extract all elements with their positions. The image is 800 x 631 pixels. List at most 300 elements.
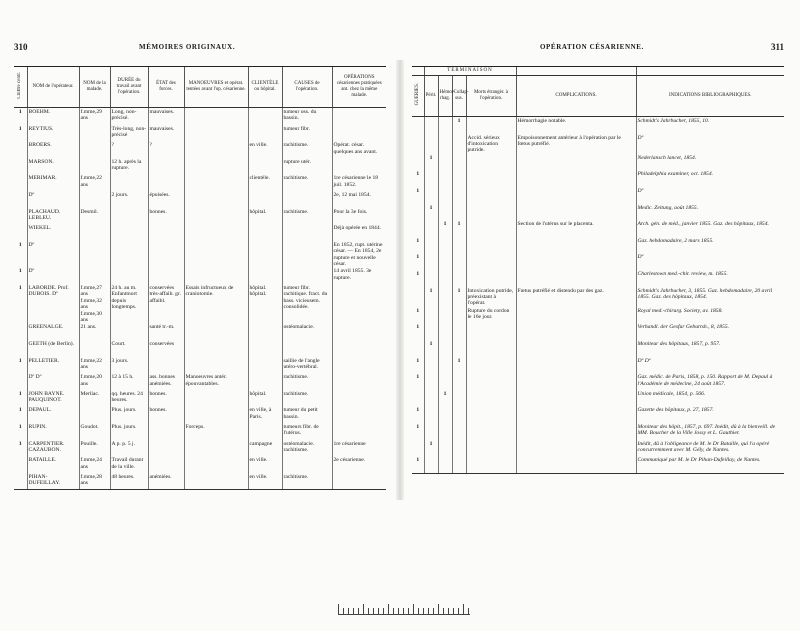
peritonitis-count: [424, 423, 438, 440]
bibliography: Gazette des hôpitaux, p. 27, 1857.: [636, 406, 784, 423]
peritonitis-count: [424, 456, 438, 473]
other-deaths: [466, 340, 516, 357]
hemorrhage-count: [438, 373, 452, 390]
strength-state: [148, 456, 184, 473]
hemorrhage-count: [438, 323, 452, 340]
clinic-or-hospital: [248, 267, 282, 284]
other-deaths: [466, 170, 516, 187]
patient-name: f.mme,27 ans f.mme,32 ans f.mme,30 ans: [79, 284, 110, 323]
hemorrhage-count: [438, 204, 452, 221]
column-header: [412, 76, 424, 117]
cured-count: [412, 204, 424, 221]
other-deaths: [466, 456, 516, 473]
strength-state: mauvaises.: [148, 125, 184, 142]
labor-duration: 12 h. après la rupture.: [110, 158, 148, 175]
operation-cause: ostéomalacie.: [282, 323, 332, 340]
collapse-count: [452, 204, 466, 221]
peritonitis-count: [424, 253, 438, 270]
complications: [516, 340, 636, 357]
cured-count: 1: [416, 254, 420, 261]
column-header: [27, 67, 79, 108]
prior-manoeuvres: [184, 174, 248, 191]
scale-ruler: [338, 598, 470, 615]
patient-name: f.mme,29 ans: [79, 108, 110, 125]
ruler-tick: [358, 608, 359, 614]
table-row: [14, 357, 386, 374]
operator-name: REYTIUS.: [27, 125, 79, 142]
strength-state: ?: [148, 141, 184, 158]
cured-count: [412, 154, 424, 171]
column-header-label: NOM de la malade.: [83, 81, 106, 92]
collapse-count: [452, 440, 466, 457]
ruler-tick: [388, 604, 389, 614]
table-row: [14, 141, 386, 158]
strength-state: [148, 357, 184, 374]
other-deaths: [466, 373, 516, 390]
cured-count: [412, 220, 424, 237]
table-row: [14, 241, 386, 268]
hemorrhage-count: [438, 117, 452, 134]
page-number: 310: [14, 42, 28, 52]
prior-manoeuvres: [184, 108, 248, 125]
patient-name: f.mme,28 ans: [79, 473, 110, 490]
complications: Empoisonnement antérieur à l'opération par le fœtus putréfié.: [516, 134, 636, 154]
patient-name: f.mme,22 ans: [79, 357, 110, 374]
hemorrhage-count: [438, 253, 452, 270]
clinic-or-hospital: en ville, à Paris.: [248, 406, 282, 423]
table-row: [412, 117, 784, 134]
ruler-tick: [443, 608, 444, 614]
operation-cause: tumeur oss. du bassin.: [282, 108, 332, 125]
operator-name: GEETH (de Berlin).: [27, 340, 79, 357]
strength-state: [148, 423, 184, 440]
row-mark: [14, 456, 27, 473]
table-row: [412, 134, 784, 154]
other-deaths: [466, 423, 516, 440]
row-mark: [14, 373, 27, 390]
column-header-label: INDICATIONS BIBLIOGRAPHIQUES.: [669, 93, 752, 98]
row-mark: 1: [18, 241, 22, 248]
cured-count: 1: [416, 171, 420, 178]
bibliography: Philadelphia examiner, oct. 1854.: [636, 170, 784, 187]
collapse-count: [452, 373, 466, 390]
collapse-count: [452, 307, 466, 324]
other-deaths: [466, 357, 516, 374]
table-row: [412, 170, 784, 187]
operation-cause: saillie de l'angle utéro-vertébral.: [282, 357, 332, 374]
peritonitis-count: [424, 117, 438, 134]
cured-count: 1: [416, 237, 420, 244]
previous-operations: En 1852, rupt. utérine césar. — En 1854, 2e rupture et nouvelle césar.: [332, 241, 386, 268]
right-page: [412, 40, 784, 510]
strength-state: bonnes.: [148, 406, 184, 423]
left-page-header: [14, 40, 386, 56]
hemorrhage-count: [438, 406, 452, 423]
table-row: [14, 108, 386, 125]
row-mark: [14, 191, 27, 208]
hemorrhage-count: [438, 237, 452, 254]
operator-name: DEPAUL.: [27, 406, 79, 423]
bibliography: Medic. Zeitung, août 1855.: [636, 204, 784, 221]
right-table-header: [412, 76, 784, 117]
column-header-label: CAUSES de l'opération.: [294, 81, 320, 92]
row-mark: 1: [18, 268, 22, 275]
column-header-label: Chiffre centr.: [17, 72, 23, 99]
operation-cause: rachitisme.: [282, 141, 332, 158]
column-header: [14, 67, 27, 108]
complications: [516, 323, 636, 340]
ruler-tick: [343, 608, 344, 614]
peritonitis-count: 1: [424, 154, 438, 171]
operation-cause: [282, 191, 332, 208]
collapse-count: 1: [452, 220, 466, 237]
ruler-tick: [378, 608, 379, 614]
operator-name: Dº: [27, 191, 79, 208]
prior-manoeuvres: Forceps.: [184, 423, 248, 440]
previous-operations: [332, 108, 386, 125]
operation-cause: [282, 340, 332, 357]
strength-state: anémiées.: [148, 473, 184, 490]
complications: [516, 406, 636, 423]
hemorrhage-count: [438, 307, 452, 324]
row-mark: [14, 323, 27, 340]
prior-manoeuvres: [184, 141, 248, 158]
labor-duration: [110, 267, 148, 284]
patient-name: [79, 125, 110, 142]
labor-duration: 48 heures.: [110, 473, 148, 490]
column-header-label: Collap-sus.: [453, 90, 469, 101]
operation-cause: [282, 456, 332, 473]
hemorrhage-count: [438, 287, 452, 307]
other-deaths: [466, 390, 516, 407]
previous-operations: Opérat. césar. quelques ans avant.: [332, 141, 386, 158]
other-deaths: Rupture du cordon le 16e jour.: [466, 307, 516, 324]
complications: [516, 307, 636, 324]
complications: [516, 456, 636, 473]
previous-operations: [332, 357, 386, 374]
table-row: [14, 224, 386, 241]
strength-state: ass. bonnes anémiées.: [148, 373, 184, 390]
ruler-tick: [468, 608, 469, 614]
previous-operations: [332, 125, 386, 142]
hemorrhage-count: [438, 357, 452, 374]
peritonitis-count: 1: [424, 287, 438, 307]
row-mark: 1: [18, 357, 22, 364]
table-row: [412, 423, 784, 440]
table-row: [14, 267, 386, 284]
complications: Fœtus putréfié et distendu par des gaz.: [516, 287, 636, 307]
prior-manoeuvres: [184, 357, 248, 374]
ruler-tick: [433, 608, 434, 614]
collapse-count: [452, 134, 466, 154]
collapse-count: [452, 170, 466, 187]
previous-operations: 2e, 12 mai 1854.: [332, 191, 386, 208]
patient-name: f.mme,24 ans: [79, 456, 110, 473]
table-row: [412, 406, 784, 423]
strength-state: bonnes.: [148, 208, 184, 225]
row-mark: 1: [18, 407, 22, 414]
other-deaths: [466, 253, 516, 270]
cured-count: [412, 440, 424, 457]
labor-duration: ?: [110, 141, 148, 158]
page-number: 311: [770, 42, 784, 52]
operation-cause: [282, 224, 332, 241]
clinic-or-hospital: [248, 158, 282, 175]
complications: [516, 253, 636, 270]
column-header-label: Morts étrangèr. à l'opération.: [473, 90, 509, 101]
cured-count: [412, 340, 424, 357]
other-deaths: [466, 406, 516, 423]
clinic-or-hospital: [248, 191, 282, 208]
clinic-or-hospital: clientèle.: [248, 174, 282, 191]
table-row: [412, 220, 784, 237]
labor-duration: Court.: [110, 340, 148, 357]
table-row: [14, 174, 386, 191]
labor-duration: [110, 241, 148, 268]
ruler-tick: [463, 604, 464, 614]
labor-duration: 12 à 15 h.: [110, 373, 148, 390]
bibliography: Charlestown med.-chir. review, m. 1855.: [636, 270, 784, 287]
table-row: [412, 373, 784, 390]
peritonitis-count: [424, 323, 438, 340]
peritonitis-count: 1: [424, 340, 438, 357]
column-header: [110, 67, 148, 108]
ruler-tick: [413, 604, 414, 614]
prior-manoeuvres: [184, 241, 248, 268]
clinic-or-hospital: hôpital.: [248, 390, 282, 407]
operator-name: RUPIN.: [27, 423, 79, 440]
bibliography: Royal med.-chirurg. Society, av. 1858.: [636, 307, 784, 324]
patient-name: f.mme,22 ans: [79, 174, 110, 191]
column-header: [438, 76, 455, 117]
clinic-or-hospital: [248, 224, 282, 241]
collapse-count: [452, 340, 466, 357]
operation-cause: [282, 267, 332, 284]
table-row: [412, 357, 784, 374]
table-row: [14, 158, 386, 175]
complications: Section de l'utérus sur le placenta.: [516, 220, 636, 237]
other-deaths: [466, 154, 516, 171]
operator-name: PLACHAUD. LEBLEU.: [27, 208, 79, 225]
labor-duration: Long, non-précisé.: [110, 108, 148, 125]
table-row: [412, 204, 784, 221]
peritonitis-count: [424, 357, 438, 374]
column-header: [184, 67, 248, 108]
patient-name: [79, 158, 110, 175]
collapse-count: [452, 323, 466, 340]
previous-operations: [332, 158, 386, 175]
collapse-count: 1: [452, 287, 466, 307]
collapse-count: 1: [452, 357, 466, 374]
patient-name: Goudot.: [79, 423, 110, 440]
clinic-or-hospital: [248, 108, 282, 125]
operation-cause: [282, 241, 332, 268]
collapse-count: 1: [452, 117, 466, 134]
ruler-tick: [418, 608, 419, 614]
prior-manoeuvres: Essais infructueux de craniotomie.: [184, 284, 248, 323]
cured-count: 1: [416, 270, 420, 277]
table-row: [412, 154, 784, 171]
table-row: [14, 390, 386, 407]
clinic-or-hospital: [248, 340, 282, 357]
labor-duration: [110, 224, 148, 241]
patient-name: [79, 191, 110, 208]
clinic-or-hospital: en ville.: [248, 141, 282, 158]
other-deaths: [466, 323, 516, 340]
complications: [516, 390, 636, 407]
operator-name: LABORDE. Prof. DUBOIS. Dº: [27, 284, 79, 323]
hemorrhage-count: [438, 440, 452, 457]
termination-label: TERMINAISON: [424, 67, 516, 76]
hemorrhage-count: [438, 270, 452, 287]
complications: [516, 154, 636, 171]
bibliography: Schmidt's Jahrbucher, 1855, 10.: [636, 117, 784, 134]
other-deaths: Accid. sérieux d'intoxication putride.: [466, 134, 516, 154]
strength-state: [148, 241, 184, 268]
bibliography: Verhandl. der Gesfur Geburtsh., 8, 1855.: [636, 323, 784, 340]
peritonitis-count: [424, 134, 438, 154]
table-row: [14, 284, 386, 323]
previous-operations: [332, 406, 386, 423]
table-row: [412, 340, 784, 357]
previous-operations: [332, 373, 386, 390]
previous-operations: [332, 323, 386, 340]
strength-state: [148, 174, 184, 191]
operation-cause: rachitisme.: [282, 208, 332, 225]
peritonitis-count: [424, 406, 438, 423]
hemorrhage-count: [438, 154, 452, 171]
row-mark: 1: [18, 423, 22, 430]
ruler-tick: [393, 608, 394, 614]
peritonitis-count: [424, 373, 438, 390]
bibliography: Union médicale, 1854, p. 566.: [636, 390, 784, 407]
patient-name: [79, 267, 110, 284]
cured-count: 1: [416, 374, 420, 381]
strength-state: [148, 267, 184, 284]
operation-cause: rachitisme.: [282, 473, 332, 490]
cured-count: 1: [416, 357, 420, 364]
complications: Hémorrhagie notable.: [516, 117, 636, 134]
bibliography: Dº: [636, 253, 784, 270]
operator-name: CARPENTIER. CAZAUBON.: [27, 440, 79, 457]
operation-cause: tumeur fibr.: [282, 125, 332, 142]
bibliography: Dº: [636, 187, 784, 204]
column-header-label: DURÉE du travail avant l'opération.: [116, 78, 142, 95]
peritonitis-count: [424, 270, 438, 287]
clinic-or-hospital: campagne: [248, 440, 282, 457]
table-row: [14, 473, 386, 490]
operator-name: Dº: [27, 267, 79, 284]
previous-operations: [332, 473, 386, 490]
running-title: OPÉRATION CÉSARIENNE.: [540, 43, 644, 51]
operator-name: PIHAN-DUFEILLAY.: [27, 473, 79, 490]
column-header: [466, 76, 516, 117]
prior-manoeuvres: [184, 340, 248, 357]
table-row: [412, 287, 784, 307]
labor-duration: 3 jours.: [110, 357, 148, 374]
strength-state: conservées très-affaib. gr. affaibl.: [148, 284, 184, 323]
other-deaths: [466, 440, 516, 457]
collapse-count: [452, 456, 466, 473]
table-row: [412, 270, 784, 287]
other-deaths: [466, 117, 516, 134]
column-header: [516, 76, 636, 117]
operator-name: PELLETIER.: [27, 357, 79, 374]
peritonitis-count: [424, 307, 438, 324]
peritonitis-count: [424, 187, 438, 204]
labor-duration: 2 jours.: [110, 191, 148, 208]
clinic-or-hospital: en ville.: [248, 456, 282, 473]
prior-manoeuvres: [184, 473, 248, 490]
table-row: [14, 406, 386, 423]
column-header: [282, 67, 332, 108]
table-row: [412, 323, 784, 340]
bibliography: Dº Dº: [636, 357, 784, 374]
peritonitis-count: [424, 237, 438, 254]
ruler-tick: [423, 608, 424, 614]
other-deaths: [466, 270, 516, 287]
cured-count: 1: [416, 407, 420, 414]
table-row: [412, 456, 784, 473]
operator-name: BROERS.: [27, 141, 79, 158]
clinic-or-hospital: [248, 125, 282, 142]
page-gutter: [396, 60, 404, 500]
complications: [516, 357, 636, 374]
hemorrhage-count: [438, 340, 452, 357]
bibliography: Dº: [636, 134, 784, 154]
ruler-tick: [398, 608, 399, 614]
prior-manoeuvres: Manoeuvres antér. épouvantables.: [184, 373, 248, 390]
column-header: [79, 67, 110, 108]
operator-name: JOHN BAYNE. PAUQUINOT.: [27, 390, 79, 407]
column-header-label: GUÉRIES.: [414, 83, 420, 106]
labor-duration: Plus. jours.: [110, 423, 148, 440]
operator-name: Dº: [27, 241, 79, 268]
operation-cause: rachitisme.: [282, 390, 332, 407]
peritonitis-count: [424, 390, 438, 407]
clinic-or-hospital: hôpital. hôpital.: [248, 284, 282, 323]
strength-state: conservées: [148, 340, 184, 357]
patient-name: Merliac.: [79, 390, 110, 407]
prior-manoeuvres: [184, 224, 248, 241]
ruler-tick: [348, 608, 349, 614]
row-mark: 1: [18, 390, 22, 397]
patient-name: [79, 340, 110, 357]
labor-duration: Travail durant de la ville.: [110, 456, 148, 473]
collapse-count: [452, 154, 466, 171]
operation-cause: tumeur fibr. rachitique. fract. du bass. vicieusem. consolidée.: [282, 284, 332, 323]
cured-count: 1: [416, 324, 420, 331]
row-mark: [14, 141, 27, 158]
peritonitis-count: 1: [424, 440, 438, 457]
previous-operations: 2e césarienne.: [332, 456, 386, 473]
prior-manoeuvres: [184, 323, 248, 340]
column-header: [452, 76, 469, 117]
operation-cause: rachitisme.: [282, 174, 332, 191]
table-row: [14, 440, 386, 457]
ruler-tick: [403, 608, 404, 614]
operator-name: WIEKEL.: [27, 224, 79, 241]
hemorrhage-count: [438, 456, 452, 473]
column-header-label: ÉTAT des forces.: [156, 81, 176, 92]
previous-operations: [332, 284, 386, 323]
cured-count: 1: [416, 188, 420, 194]
complications: [516, 237, 636, 254]
ruler-tick: [428, 608, 429, 614]
cured-count: [412, 117, 424, 134]
complications: [516, 373, 636, 390]
strength-state: épuisées.: [148, 191, 184, 208]
